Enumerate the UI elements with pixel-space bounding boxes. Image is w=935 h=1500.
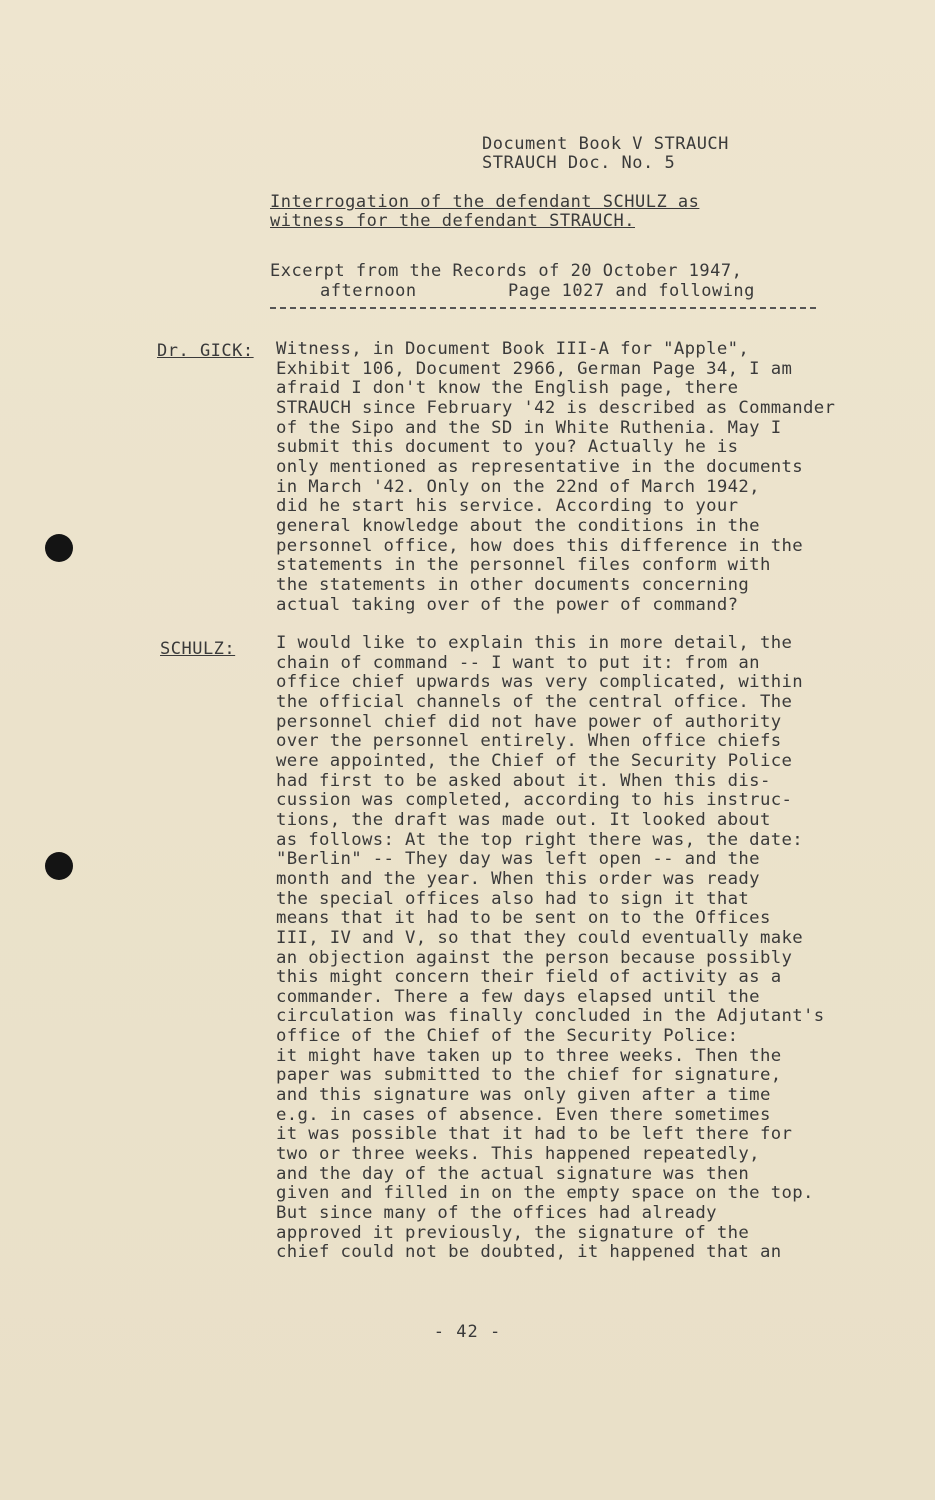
text-line: personnel office, how does this difference in the: [276, 535, 803, 556]
text-line: the statements in other documents concerning: [276, 574, 750, 595]
document-book-line: Document Book V STRAUCH: [482, 134, 729, 154]
text-line: month and the year. When this order was ready: [276, 868, 760, 889]
text-line: and the day of the actual signature was then: [276, 1163, 750, 1184]
text-line: cussion was completed, according to his instruc-: [276, 790, 793, 811]
text-line: tions, the draft was made out. It looked about: [276, 809, 771, 830]
text-line: it might have taken up to three weeks. Then the: [276, 1045, 782, 1066]
text-line: an objection against the person because possibly: [276, 947, 793, 968]
text-line: in March '42. Only on the 22nd of March 1942,: [276, 476, 760, 497]
text-line: the official channels of the central office. The: [276, 691, 793, 712]
excerpt-session: afternoon: [320, 281, 417, 301]
text-line: only mentioned as representative in the documents: [276, 456, 803, 477]
text-line: of the Sipo and the SD in White Ruthenia. May I: [276, 417, 782, 438]
text-line: chief could not be doubted, it happened that an: [276, 1242, 782, 1263]
page-number: - 42 -: [433, 1322, 502, 1342]
text-line: approved it previously, the signature of the: [276, 1222, 750, 1243]
text-line: e.g. in cases of absence. Even there sometimes: [276, 1104, 771, 1125]
text-line: Exhibit 106, Document 2966, German Page 34, I am: [276, 358, 793, 379]
text-line: as follows: At the top right there was, the date:: [276, 829, 803, 850]
separator-rule: [270, 307, 816, 309]
text-line: means that it had to be sent on to the Offices: [276, 908, 771, 929]
text-line: III, IV and V, so that they could eventually make: [276, 927, 803, 948]
text-line: afraid I don't know the English page, there: [276, 378, 739, 399]
text-line: STRAUCH since February '42 is described as Commander: [276, 397, 836, 418]
text-line: over the personnel entirely. When office chiefs: [276, 731, 782, 752]
text-line: office of the Chief of the Security Police:: [276, 1026, 739, 1047]
text-line: given and filled in on the empty space on the top.: [276, 1183, 814, 1204]
text-line: and this signature was only given after a time: [276, 1085, 771, 1106]
text-line: submit this document to you? Actually he is: [276, 437, 739, 458]
text-line: I would like to explain this in more detail, the: [276, 633, 793, 653]
title-line-1: Interrogation of the defendant SCHULZ as: [270, 192, 700, 212]
text-line: office chief upwards was very complicated, within: [276, 672, 803, 693]
text-line: it was possible that it had to be left there for: [276, 1124, 793, 1145]
text-line: had first to be asked about it. When this dis-: [276, 770, 771, 791]
text-line: were appointed, the Chief of the Security Police: [276, 750, 793, 771]
title-line-2: witness for the defendant STRAUCH.: [270, 211, 635, 231]
punch-hole-bottom: [45, 852, 73, 880]
excerpt-page-ref: Page 1027 and following: [508, 281, 755, 301]
text-line: two or three weeks. This happened repeatedly,: [276, 1144, 760, 1165]
speaker-label-gick: Dr. GICK:: [157, 341, 254, 361]
text-line: the special offices also had to sign it that: [276, 888, 750, 909]
text-line: this might concern their field of activity as a: [276, 967, 782, 988]
document-number-line: STRAUCH Doc. No. 5: [482, 153, 676, 173]
punch-hole-top: [45, 534, 73, 562]
text-line: general knowledge about the conditions in the: [276, 515, 760, 536]
question-paragraph: [276, 340, 916, 615]
text-line: did he start his service. According to your: [276, 496, 739, 517]
speaker-label-schulz: SCHULZ:: [160, 639, 236, 659]
text-line: paper was submitted to the chief for signature,: [276, 1065, 782, 1086]
text-line: "Berlin" -- They day was left open -- and the: [276, 849, 760, 870]
text-line: commander. There a few days elapsed until the: [276, 986, 760, 1007]
text-line: But since many of the offices had already: [276, 1203, 717, 1224]
text-line: Witness, in Document Book III-A for "Apple",: [276, 339, 750, 359]
answer-paragraph: [276, 634, 916, 1263]
text-line: actual taking over of the power of command?: [276, 594, 739, 615]
text-line: statements in the personnel files conform with: [276, 555, 771, 576]
text-line: chain of command -- I want to put it: from an: [276, 652, 760, 673]
text-line: personnel chief did not have power of authority: [276, 711, 782, 732]
excerpt-line-1: Excerpt from the Records of 20 October 1947,: [270, 261, 743, 281]
text-line: circulation was finally concluded in the Adjutant's: [276, 1006, 825, 1027]
